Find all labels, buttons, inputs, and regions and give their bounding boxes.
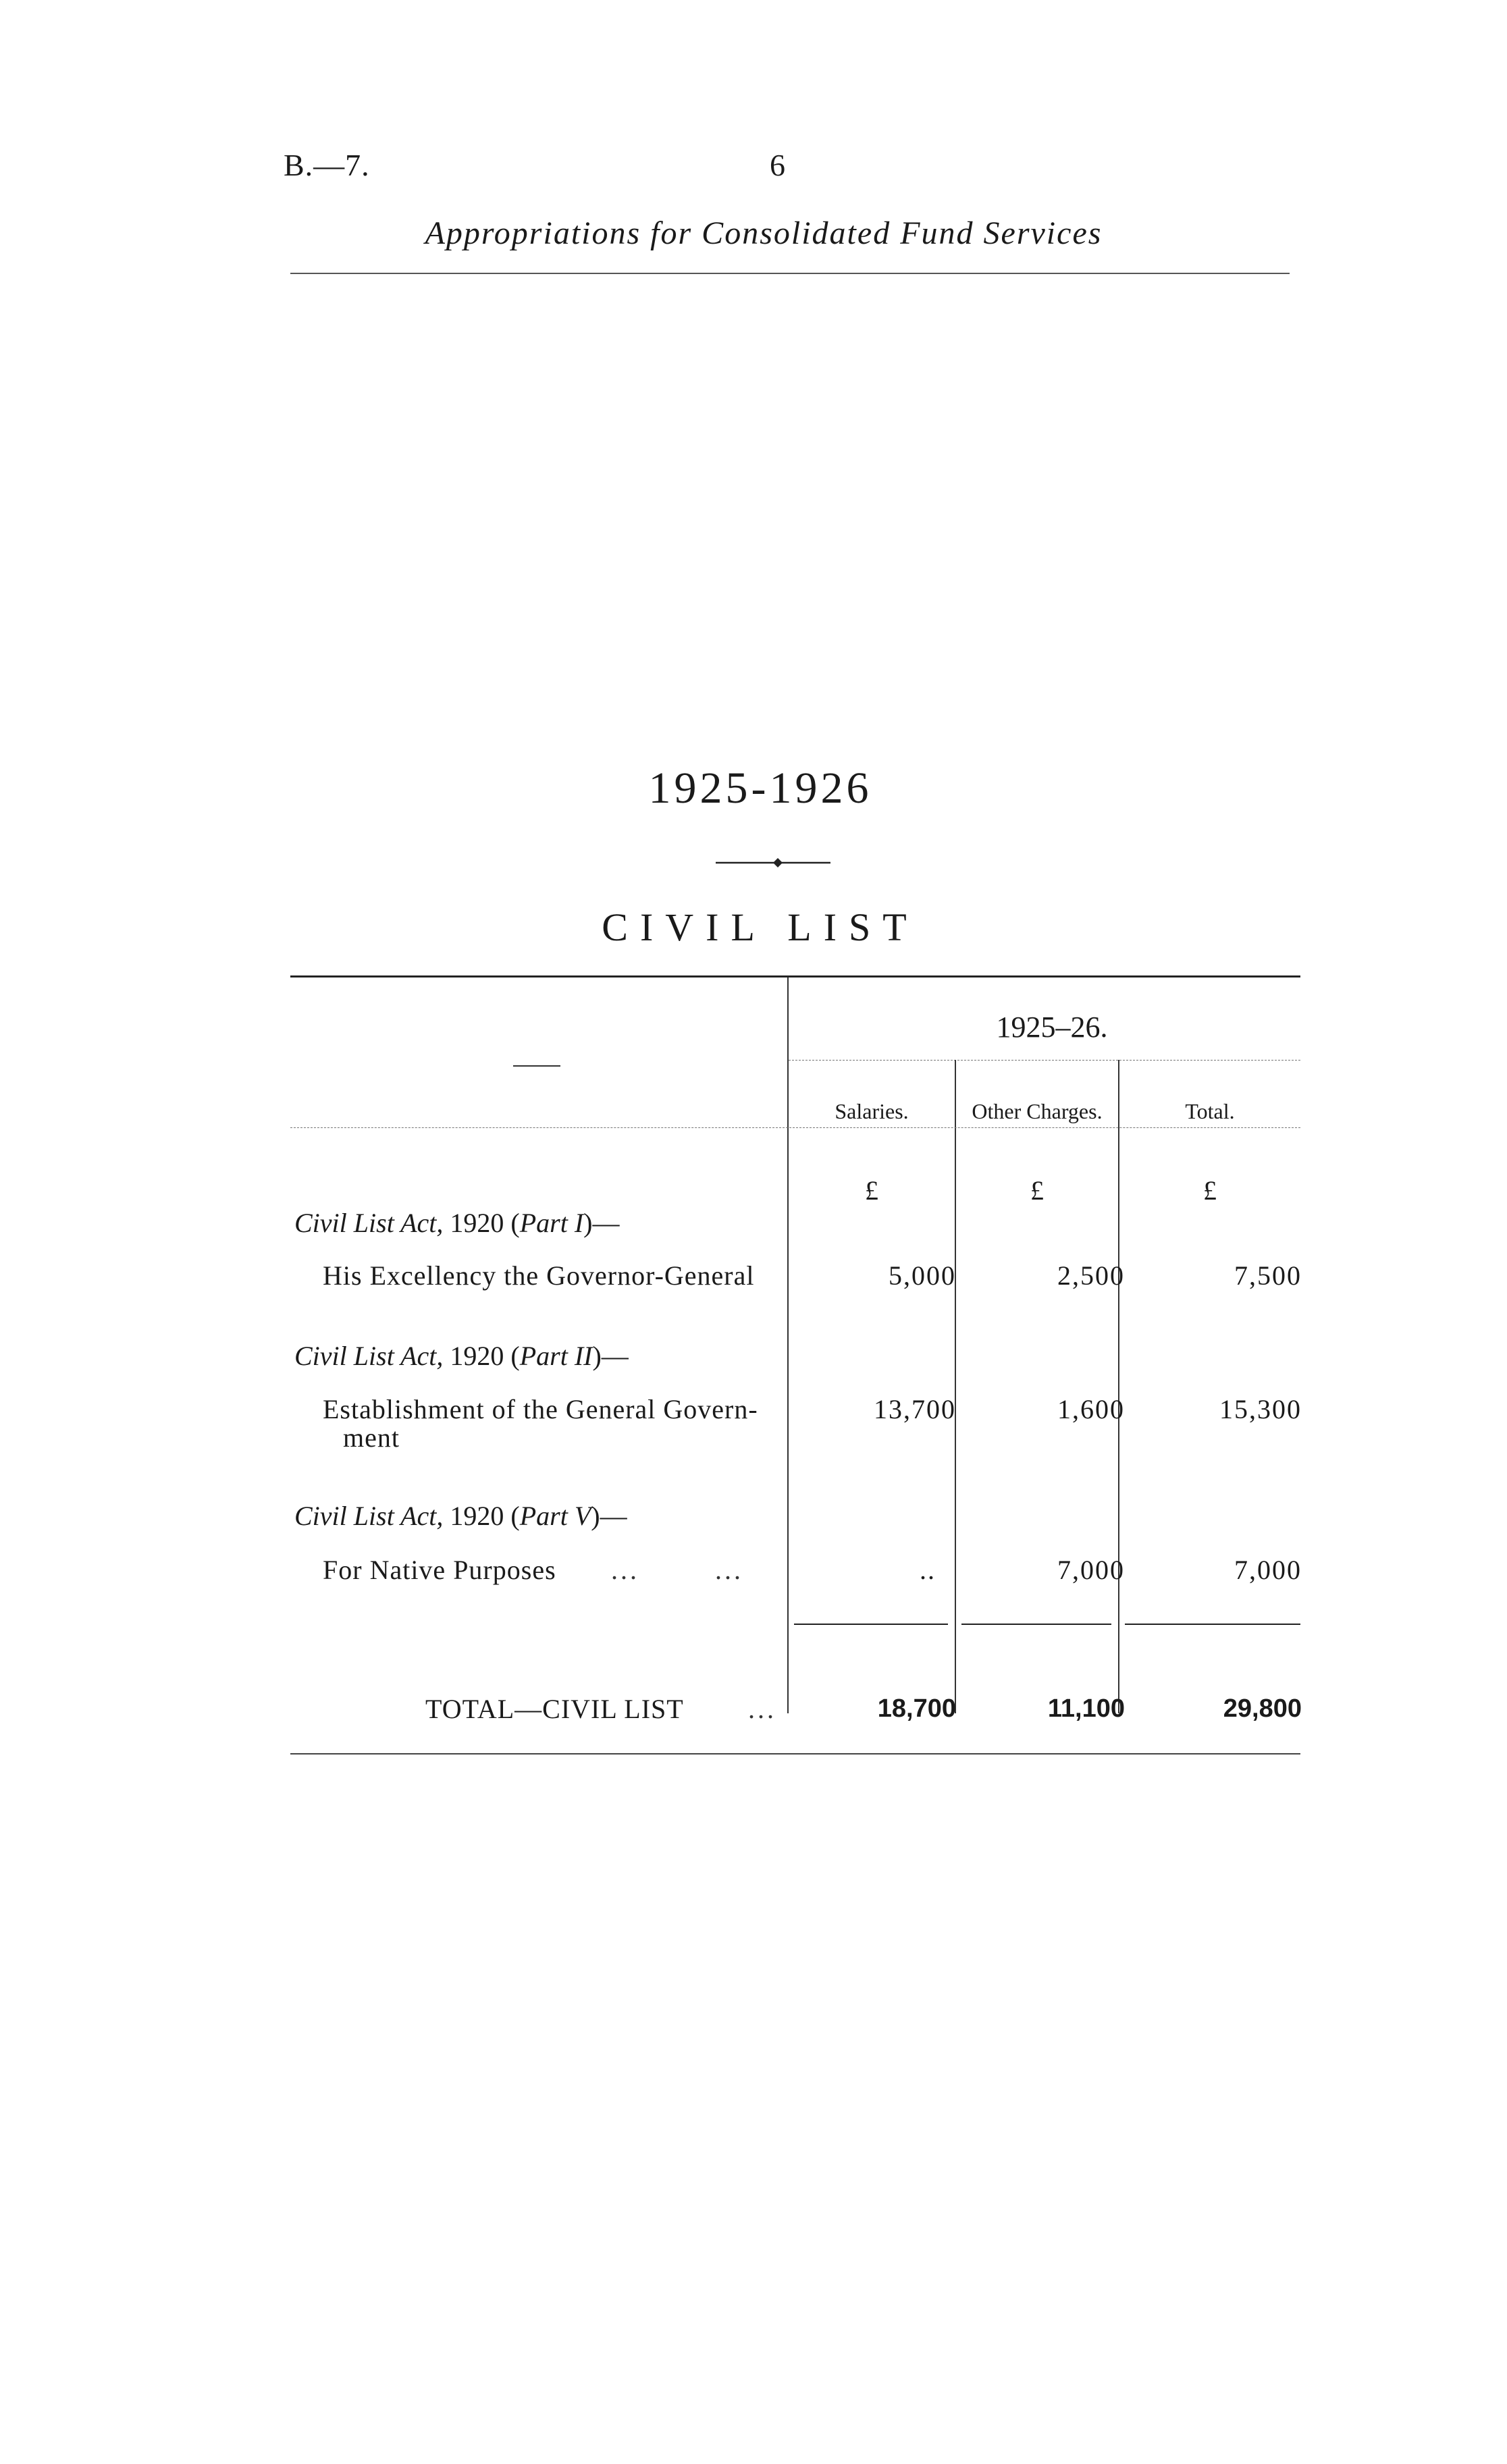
year-column-header: 1925–26. bbox=[996, 1011, 1108, 1044]
column-header-salaries: Salaries. bbox=[835, 1099, 909, 1123]
item-general-government-continued: ment bbox=[343, 1422, 400, 1453]
table-top-rule bbox=[290, 975, 1300, 977]
stub-header-dash bbox=[513, 1065, 560, 1067]
currency-other-charges: £ bbox=[1030, 1175, 1044, 1206]
total-value: 7,000 bbox=[1234, 1555, 1302, 1585]
year-heading: 1925-1926 bbox=[648, 764, 872, 813]
total-rule-total bbox=[1125, 1624, 1300, 1625]
currency-total: £ bbox=[1203, 1175, 1217, 1206]
total-label: TOTAL—CIVIL LIST bbox=[425, 1694, 684, 1724]
page-number: 6 bbox=[770, 148, 785, 182]
total-other-charges: 11,100 bbox=[1047, 1694, 1125, 1723]
column-divider-stub bbox=[787, 977, 789, 1713]
salaries-value: 5,000 bbox=[889, 1260, 956, 1291]
other-charges-value: 1,600 bbox=[1057, 1394, 1125, 1424]
ornament-divider bbox=[716, 856, 830, 869]
column-header-total: Total. bbox=[1185, 1099, 1235, 1123]
salaries-value: .. bbox=[920, 1555, 936, 1585]
currency-salaries: £ bbox=[865, 1175, 878, 1206]
year-subheader-rule bbox=[789, 1060, 1300, 1061]
other-charges-value: 7,000 bbox=[1057, 1555, 1125, 1585]
header-bottom-rule bbox=[290, 1127, 1300, 1128]
act-heading-part-2: Civil List Act, 1920 (Part II)— bbox=[294, 1341, 629, 1371]
total-value: 7,500 bbox=[1234, 1260, 1302, 1291]
column-divider-2 bbox=[1118, 1060, 1119, 1713]
total-rule-salaries bbox=[794, 1624, 948, 1625]
total-salaries: 18,700 bbox=[877, 1694, 956, 1723]
act-heading-part-1: Civil List Act, 1920 (Part I)— bbox=[294, 1208, 620, 1238]
total-grand: 29,800 bbox=[1223, 1694, 1302, 1723]
total-dot-leader: ... bbox=[748, 1694, 776, 1724]
act-heading-part-5: Civil List Act, 1920 (Part V)— bbox=[294, 1501, 627, 1531]
page-title: Appropriations for Consolidated Fund Services bbox=[425, 215, 1103, 251]
dot-leader: ... ... bbox=[611, 1555, 743, 1585]
item-governor-general: His Excellency the Governor-General bbox=[323, 1260, 755, 1291]
table-bottom-rule bbox=[290, 1753, 1300, 1755]
item-native-purposes: For Native Purposes bbox=[323, 1555, 556, 1585]
other-charges-value: 2,500 bbox=[1057, 1260, 1125, 1291]
column-header-other-charges: Other Charges. bbox=[972, 1099, 1103, 1123]
total-value: 15,300 bbox=[1219, 1394, 1302, 1424]
header-rule bbox=[290, 273, 1290, 274]
item-general-government: Establishment of the General Govern- bbox=[323, 1394, 758, 1424]
total-rule-other-charges bbox=[961, 1624, 1111, 1625]
salaries-value: 13,700 bbox=[874, 1394, 956, 1424]
section-title: CIVIL LIST bbox=[602, 905, 919, 949]
column-divider-1 bbox=[955, 1060, 956, 1713]
document-reference: B.—7. bbox=[284, 148, 370, 182]
